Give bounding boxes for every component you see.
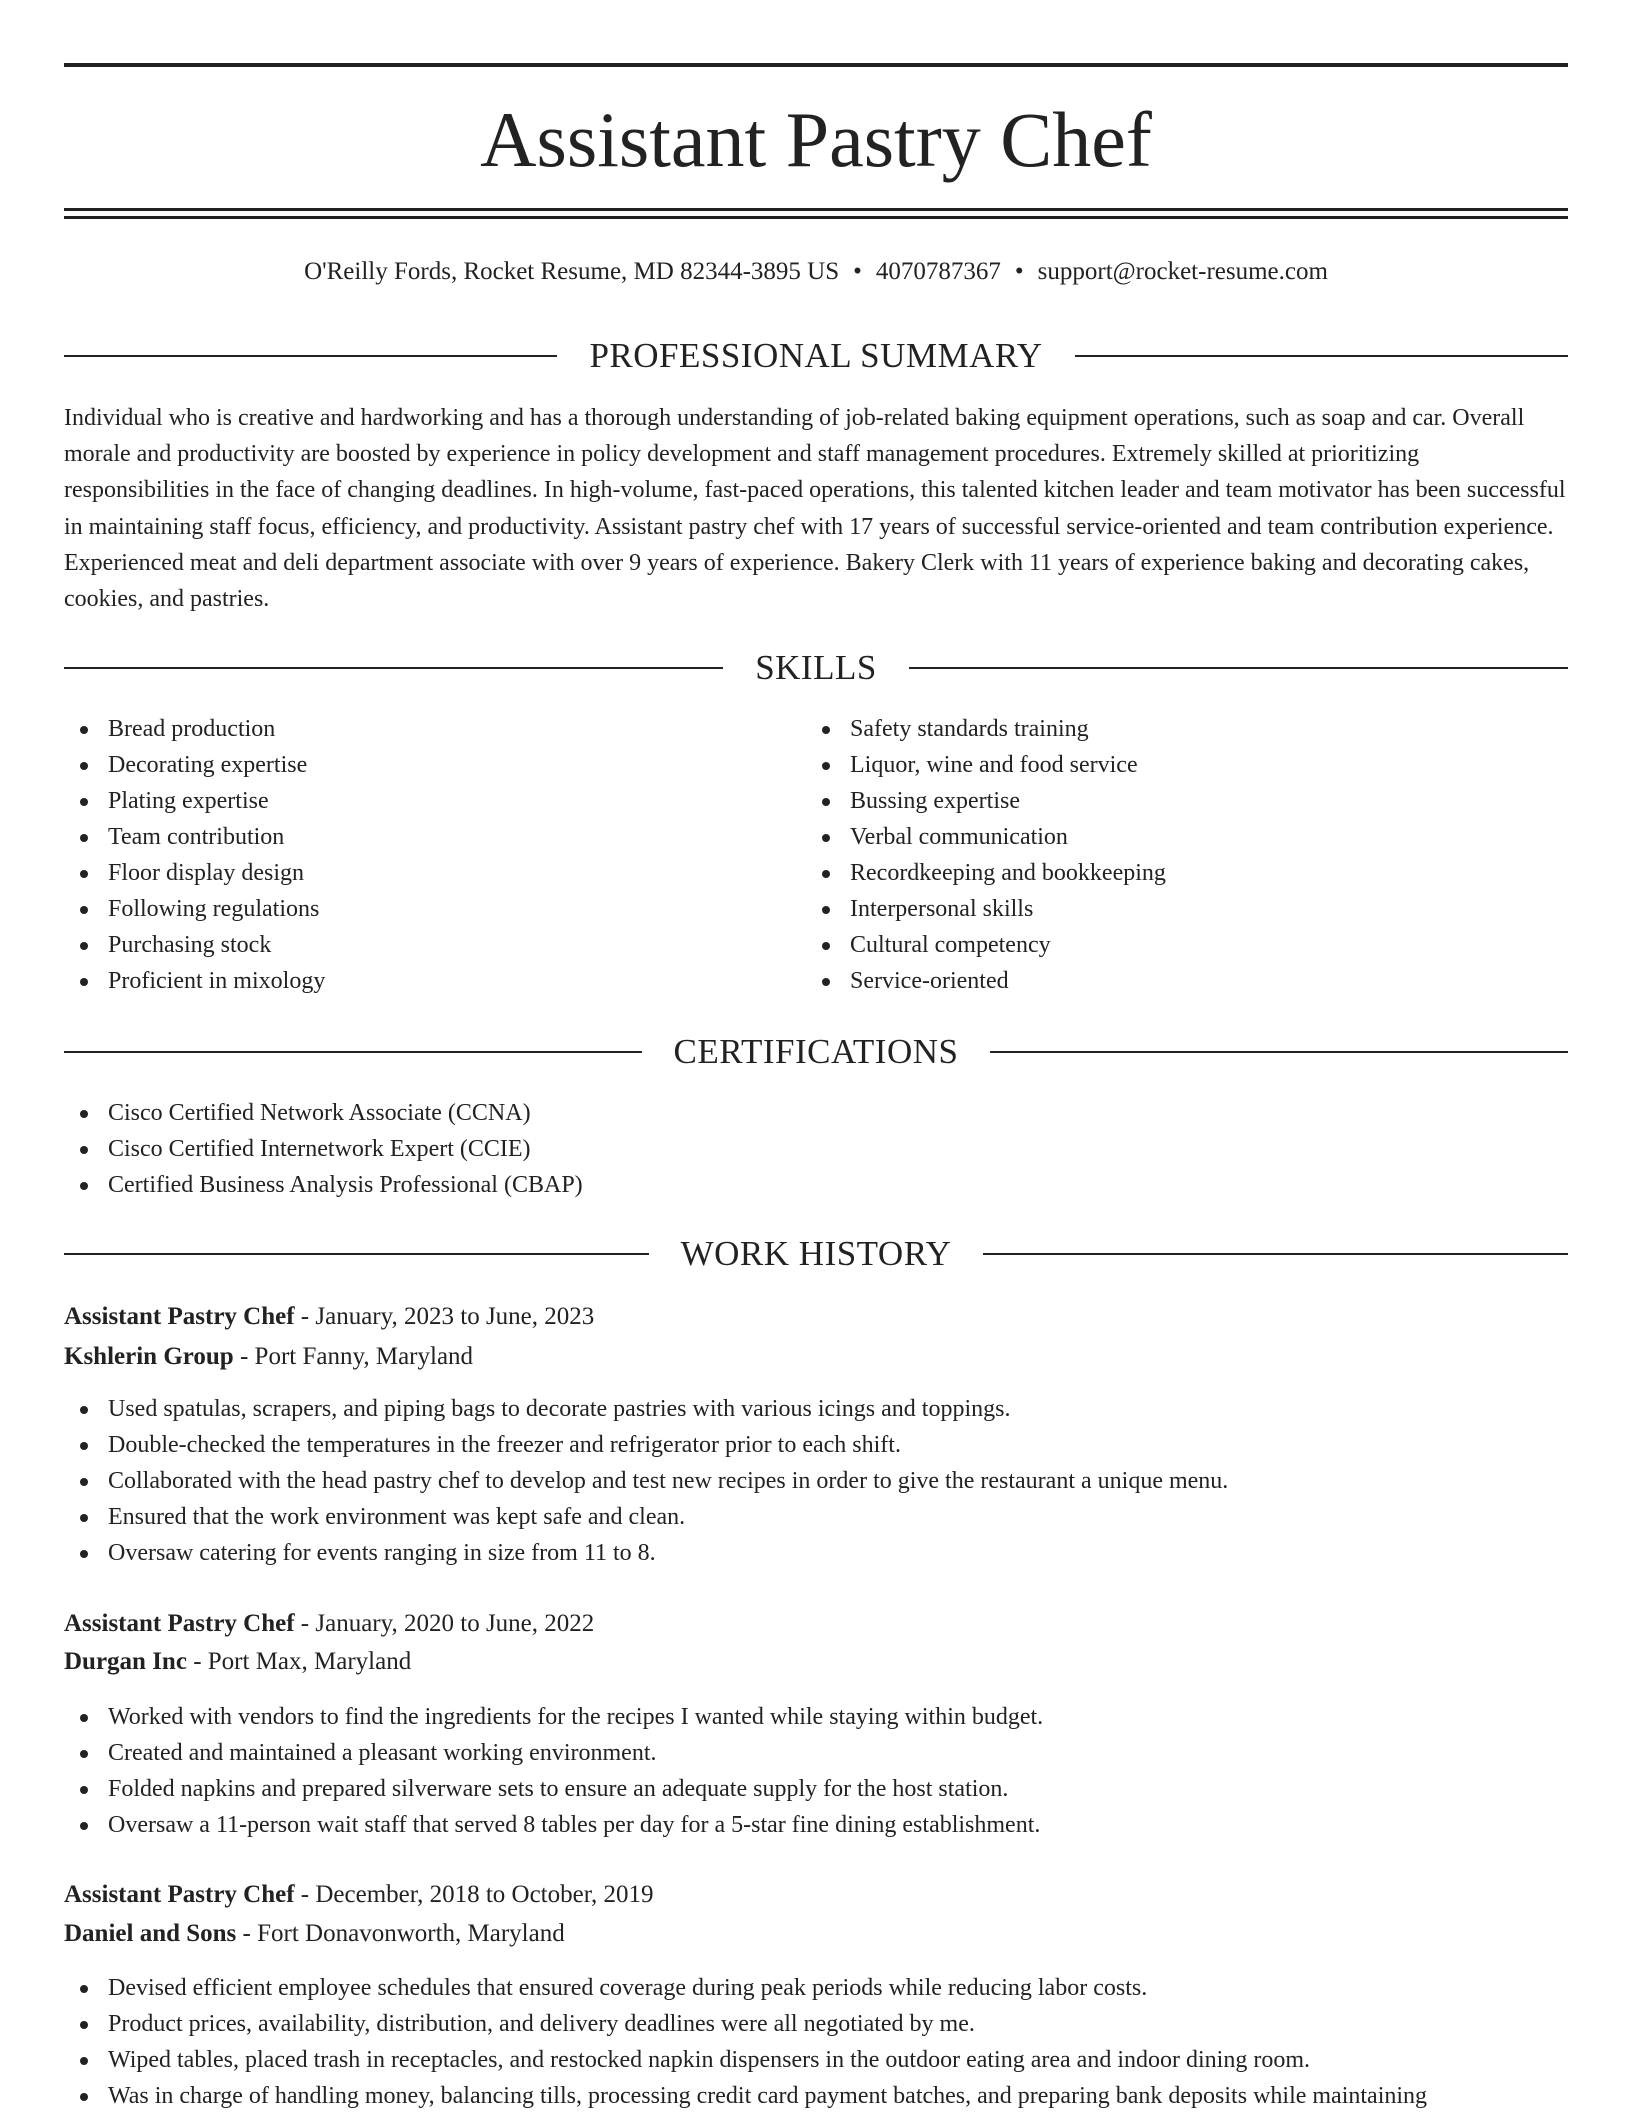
heading-rule-left xyxy=(64,1051,642,1053)
certification-item: Certified Business Analysis Professional (CBAP) xyxy=(64,1167,583,1203)
job-location: Fort Donavonworth, Maryland xyxy=(257,1920,565,1947)
job-dash: - xyxy=(236,1920,258,1947)
job-title-line xyxy=(64,1299,594,1335)
job-duties-list xyxy=(64,1391,1568,1571)
job-title-line xyxy=(64,1877,654,1913)
job-duty: Oversaw a 11-person wait staff that served 8 tables per day for a 5-star fine dining establishment. xyxy=(64,1807,1568,1843)
skill-item: Recordkeeping and bookkeeping xyxy=(806,855,1166,891)
job-duties-list xyxy=(64,1970,1568,2114)
heading-rule-left xyxy=(64,355,557,357)
contact-address: O'Reilly Fords, Rocket Resume, MD 82344-3895 US xyxy=(304,258,840,285)
job-duty: Oversaw catering for events ranging in size from 11 to 8. xyxy=(64,1535,1568,1571)
skill-item: Proficient in mixology xyxy=(64,963,325,999)
job-duty: Created and maintained a pleasant working environment. xyxy=(64,1735,1568,1771)
heading-rule-left xyxy=(64,1253,649,1255)
skill-item: Verbal communication xyxy=(806,819,1166,855)
job-company-line xyxy=(64,1644,411,1680)
job-duty: Was in charge of handling money, balancing tills, processing credit card payment batches, and preparing bank deposits while maintaining xyxy=(64,2078,1568,2114)
job-location: Port Max, Maryland xyxy=(207,1648,412,1675)
job-duty: Folded napkins and prepared silverware sets to ensure an adequate supply for the host station. xyxy=(64,1771,1568,1807)
job-duty: Wiped tables, placed trash in receptacles, and restocked napkin dispensers in the outdoor eating area and indoor dining room. xyxy=(64,2042,1568,2078)
heading-rule-right xyxy=(909,667,1568,669)
contact-email: support@rocket-resume.com xyxy=(1037,258,1328,285)
skills-heading xyxy=(64,646,1568,690)
summary-heading-text: PROFESSIONAL SUMMARY xyxy=(589,336,1043,375)
work-heading xyxy=(64,1232,1568,1276)
job-title-line xyxy=(64,1606,594,1642)
job-title: Assistant Pastry Chef xyxy=(64,1881,295,1908)
heading-rule-left xyxy=(64,667,723,669)
job-dash: - xyxy=(294,1303,316,1330)
job-dates: December, 2018 to October, 2019 xyxy=(315,1881,654,1908)
job-company-line xyxy=(64,1916,565,1952)
summary-heading xyxy=(64,334,1568,378)
skill-item: Floor display design xyxy=(64,855,325,891)
skill-item: Following regulations xyxy=(64,891,325,927)
summary-text: Individual who is creative and hardworking and has a thorough understanding of job-related baking equipment operations, such as soap and car. Overall morale and productivity are boosted by experience in policy development and staff management procedures. Extremely skilled at prioritizing responsibilities in the face of changing deadlines. In high-volume, fast-paced operations, this talented kitchen leader and team motivator has been successful in maintaining staff focus, efficiency, and productivity. Assistant pastry chef with 17 years of successful service-oriented and team contribution experience. Experienced meat and deli department associate with over 9 years of experience. Bakery Clerk with 11 years of experience baking and decorating cakes, cookies, and pastries. xyxy=(64,405,1566,613)
job-dash: - xyxy=(294,1881,316,1908)
heading-rule-right xyxy=(990,1051,1568,1053)
skill-item: Service-oriented xyxy=(806,963,1166,999)
skill-item: Team contribution xyxy=(64,819,325,855)
skill-item: Plating expertise xyxy=(64,783,325,819)
job-title: Assistant Pastry Chef xyxy=(64,1303,295,1330)
job-duty: Devised efficient employee schedules that ensured coverage during peak periods while reducing labor costs. xyxy=(64,1970,1568,2006)
job-dates: January, 2020 to June, 2022 xyxy=(315,1610,595,1637)
skill-item: Purchasing stock xyxy=(64,927,325,963)
job-dates: January, 2023 to June, 2023 xyxy=(315,1303,595,1330)
job-duty: Double-checked the temperatures in the freezer and refrigerator prior to each shift. xyxy=(64,1427,1568,1463)
job-dash: - xyxy=(233,1343,255,1370)
job-company: Daniel and Sons xyxy=(64,1920,237,1947)
job-duty: Worked with vendors to find the ingredients for the recipes I wanted while staying within budget. xyxy=(64,1699,1568,1735)
contact-phone: 4070787367 xyxy=(875,258,1001,285)
certification-item: Cisco Certified Internetwork Expert (CCIE) xyxy=(64,1131,583,1167)
certifications-list xyxy=(64,1095,583,1203)
job-duty: Ensured that the work environment was kept safe and clean. xyxy=(64,1499,1568,1535)
job-company: Durgan Inc xyxy=(64,1648,187,1675)
heading-rule-right xyxy=(1075,355,1568,357)
job-title: Assistant Pastry Chef xyxy=(64,1610,295,1637)
job-dash: - xyxy=(294,1610,316,1637)
certification-item: Cisco Certified Network Associate (CCNA) xyxy=(64,1095,583,1131)
skill-item: Bread production xyxy=(64,711,325,747)
job-duty: Product prices, availability, distribution, and delivery deadlines were all negotiated by me. xyxy=(64,2006,1568,2042)
skills-list-right xyxy=(806,711,1166,999)
skill-item: Cultural competency xyxy=(806,927,1166,963)
title-rule-lower xyxy=(64,216,1568,219)
job-company-line xyxy=(64,1339,473,1375)
job-duty: Used spatulas, scrapers, and piping bags to decorate pastries with various icings and toppings. xyxy=(64,1391,1568,1427)
contact-separator: • xyxy=(853,258,862,285)
page-title: Assistant Pastry Chef xyxy=(480,96,1152,183)
certifications-heading-text: CERTIFICATIONS xyxy=(673,1032,959,1071)
title-rule-upper xyxy=(64,208,1568,211)
skill-item: Safety standards training xyxy=(806,711,1166,747)
skills-list-left xyxy=(64,711,325,999)
job-company: Kshlerin Group xyxy=(64,1343,234,1370)
job-duty: Collaborated with the head pastry chef to develop and test new recipes in order to give the restaurant a unique menu. xyxy=(64,1463,1568,1499)
heading-rule-right xyxy=(983,1253,1568,1255)
work-heading-text: WORK HISTORY xyxy=(680,1234,952,1273)
skill-item: Interpersonal skills xyxy=(806,891,1166,927)
skill-item: Bussing expertise xyxy=(806,783,1166,819)
contact-line xyxy=(64,254,1568,290)
top-rule xyxy=(64,63,1568,67)
skill-item: Decorating expertise xyxy=(64,747,325,783)
job-location: Port Fanny, Maryland xyxy=(254,1343,474,1370)
job-dash: - xyxy=(186,1648,208,1675)
contact-separator: • xyxy=(1014,258,1024,285)
job-duties-list xyxy=(64,1699,1568,1843)
skill-item: Liquor, wine and food service xyxy=(806,747,1166,783)
certifications-heading xyxy=(64,1030,1568,1074)
skills-heading-text: SKILLS xyxy=(755,648,877,687)
